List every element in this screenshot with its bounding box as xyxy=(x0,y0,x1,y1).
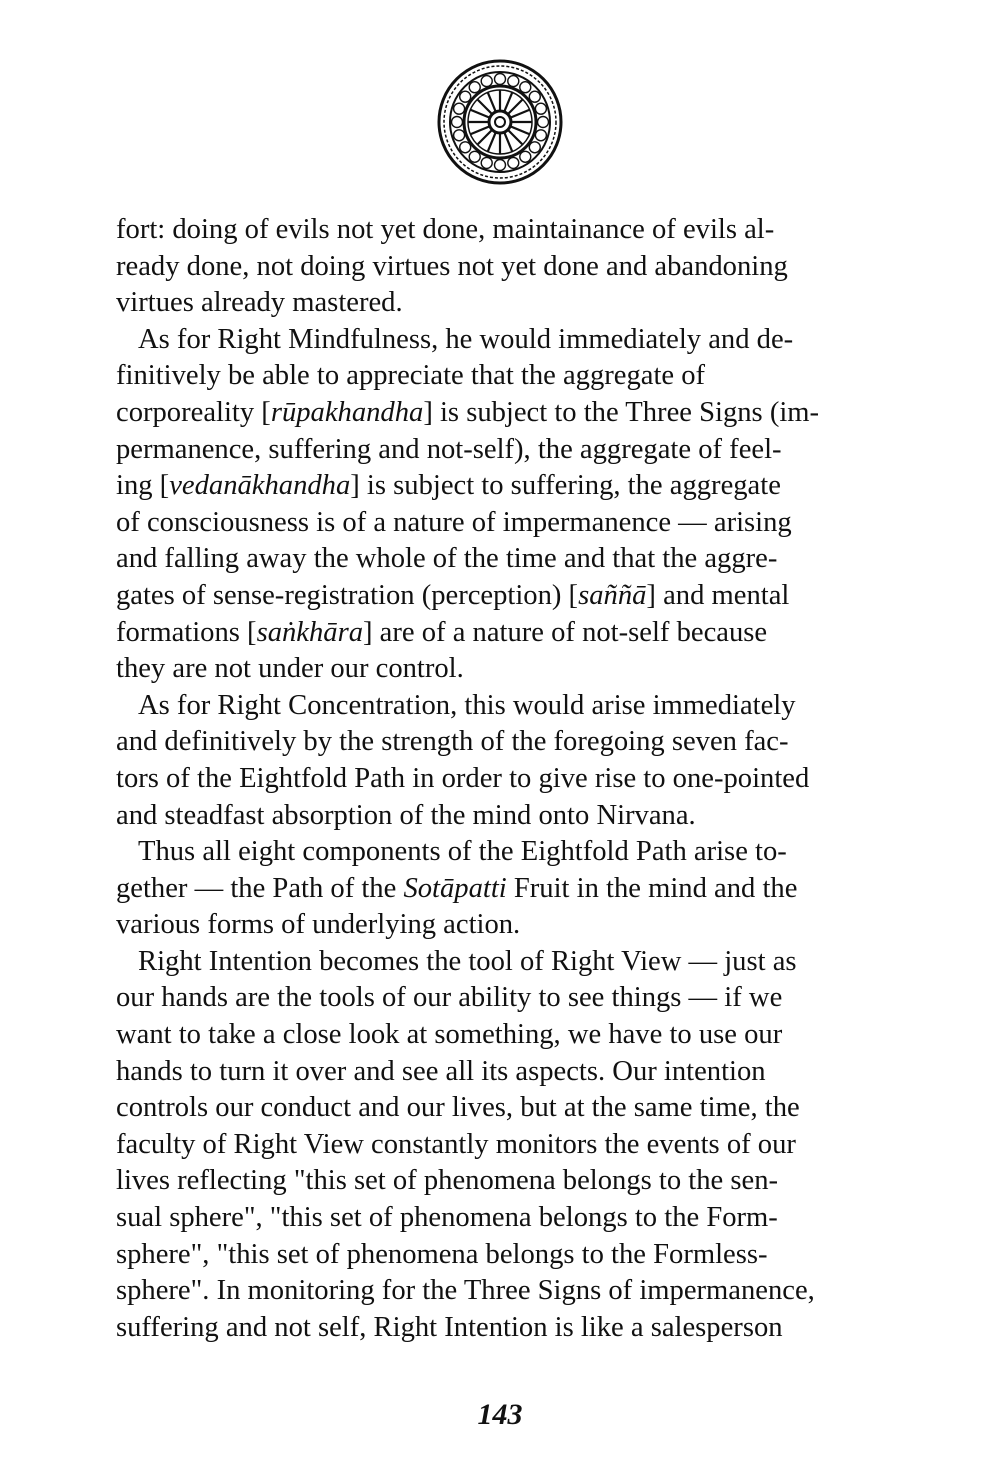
text-run: permanence, suffering and not-self), the aggregate of feel- xyxy=(116,433,782,465)
text-run: ] and mental xyxy=(646,579,790,611)
text-line xyxy=(116,249,906,286)
text-line xyxy=(116,834,906,871)
text-run: finitively be able to appreciate that the aggregate of xyxy=(116,360,706,392)
text-line xyxy=(116,944,906,981)
text-run: and falling away the whole of the time and that the aggre- xyxy=(116,543,778,575)
text-line xyxy=(116,541,906,578)
text-line xyxy=(116,432,906,469)
italic-term: saññā xyxy=(578,579,647,611)
text-line xyxy=(116,395,906,432)
text-line xyxy=(116,1237,906,1274)
text-run: and steadfast absorption of the mind onto Nirvana. xyxy=(116,799,696,831)
text-line xyxy=(116,615,906,652)
text-run: of consciousness is of a nature of impermanence — arising xyxy=(116,506,792,538)
text-line xyxy=(116,1090,906,1127)
text-run: ing [ xyxy=(116,470,170,502)
text-run: ] are of a nature of not-self because xyxy=(363,616,768,648)
text-line xyxy=(116,798,906,835)
body-text xyxy=(116,212,906,1346)
text-run: Fruit in the mind and the xyxy=(506,872,798,904)
text-line xyxy=(116,1163,906,1200)
text-line xyxy=(116,358,906,395)
text-run: controls our conduct and our lives, but at the same time, the xyxy=(116,1092,800,1124)
text-run: As for Right Mindfulness, he would immediately and de- xyxy=(138,323,794,355)
text-run: lives reflecting "this set of phenomena belongs to the sen- xyxy=(116,1165,779,1197)
text-line xyxy=(116,212,906,249)
text-line xyxy=(116,761,906,798)
text-line xyxy=(116,468,906,505)
text-run: gether — the Path of the xyxy=(116,872,404,904)
text-run: our hands are the tools of our ability to see things — if we xyxy=(116,982,783,1014)
text-run: want to take a close look at something, we have to use our xyxy=(116,1019,783,1051)
page-number: 143 xyxy=(477,1398,523,1431)
text-line xyxy=(116,907,906,944)
text-line xyxy=(116,1127,906,1164)
italic-term: Sotāpatti xyxy=(403,872,507,904)
text-line xyxy=(116,1310,906,1347)
italic-term: saṅkhāra xyxy=(256,616,363,648)
text-run: gates of sense-registration (perception) [ xyxy=(116,579,579,611)
italic-term: rūpakhandha xyxy=(270,396,424,428)
text-line xyxy=(116,1200,906,1237)
text-line xyxy=(116,322,906,359)
text-run: tors of the Eightfold Path in order to give rise to one-pointed xyxy=(116,762,810,794)
dharma-wheel-icon xyxy=(436,58,564,186)
text-line xyxy=(116,651,906,688)
text-run: various forms of underlying action. xyxy=(116,909,521,941)
text-run: virtues already mastered. xyxy=(116,287,403,319)
text-run: faculty of Right View constantly monitors the events of our xyxy=(116,1128,796,1160)
text-run: sual sphere", "this set of phenomena belongs to the Form- xyxy=(116,1202,778,1234)
text-line xyxy=(116,285,906,322)
text-line xyxy=(116,1054,906,1091)
text-run: ] is subject to the Three Signs (im- xyxy=(423,396,820,428)
text-run: ready done, not doing virtues not yet done and abandoning xyxy=(116,250,788,282)
text-run: ] is subject to suffering, the aggregate xyxy=(350,470,781,502)
text-line xyxy=(116,980,906,1017)
text-line xyxy=(116,578,906,615)
text-run: As for Right Concentration, this would arise immediately xyxy=(138,689,796,721)
text-run: they are not under our control. xyxy=(116,653,464,685)
text-run: sphere". In monitoring for the Three Signs of impermanence, xyxy=(116,1275,815,1307)
text-line xyxy=(116,505,906,542)
text-run: and definitively by the strength of the foregoing seven fac- xyxy=(116,726,789,758)
text-run: fort: doing of evils not yet done, maintainance of evils al- xyxy=(116,214,775,245)
text-line xyxy=(116,724,906,761)
italic-term: vedanākhandha xyxy=(169,470,351,502)
text-run: hands to turn it over and see all its aspects. Our intention xyxy=(116,1055,766,1087)
text-line xyxy=(116,1017,906,1054)
text-line xyxy=(116,688,906,725)
text-run: corporeality [ xyxy=(116,396,271,428)
text-run: formations [ xyxy=(116,616,257,648)
text-line xyxy=(116,871,906,908)
text-run: Thus all eight components of the Eightfold Path arise to- xyxy=(138,836,787,868)
text-run: sphere", "this set of phenomena belongs to the Formless- xyxy=(116,1238,768,1270)
text-run: suffering and not self, Right Intention is like a salesperson xyxy=(116,1311,783,1343)
text-line xyxy=(116,1273,906,1310)
text-run: Right Intention becomes the tool of Right View — just as xyxy=(138,945,797,977)
